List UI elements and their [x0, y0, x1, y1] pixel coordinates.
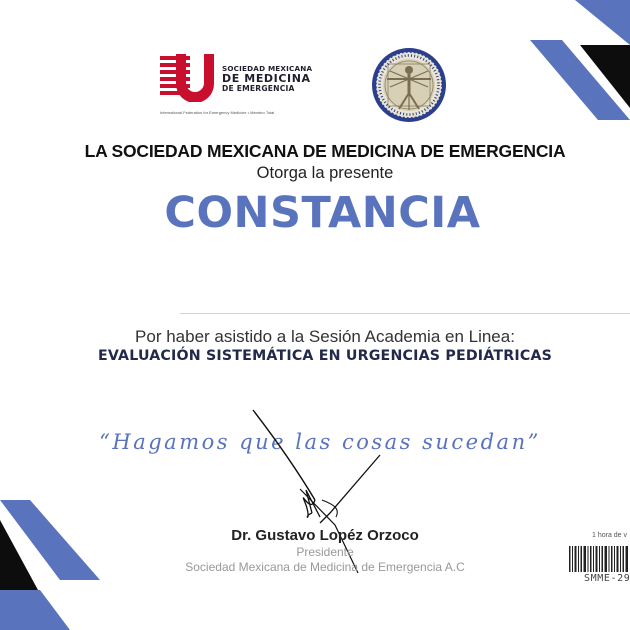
logo-footnote: International Federation for Emergency Medicine • Membro Total [160, 110, 275, 115]
vitruvian-seal-icon [371, 47, 447, 123]
folio-number: SMME-29 [584, 573, 630, 584]
divider [180, 313, 630, 314]
smme-logo-mark [160, 54, 216, 102]
smme-logo [160, 54, 320, 124]
logo-line-3: DE EMERGENCIA [222, 84, 295, 93]
signatory-name: Dr. Gustavo Lopéz Orzoco [231, 527, 419, 544]
issuing-organization: LA SOCIEDAD MEXICANA DE MEDICINA DE EMERGENCIA [84, 141, 566, 161]
signatory-organization: Sociedad Mexicana de Medicina de Emergencia A.C [185, 560, 465, 574]
certificate-title: CONSTANCIA [164, 188, 481, 238]
logo-line-1: SOCIEDAD MEXICANA [222, 64, 313, 73]
grants-text: Otorga la presente [256, 164, 394, 182]
duration-text: 1 hora de v [592, 532, 628, 539]
signatory-role: Presidente [296, 545, 354, 559]
decorative-corner-top-right [520, 0, 630, 130]
session-title: EVALUACIÓN SISTEMÁTICA EN URGENCIAS PEDIÁTRICAS [97, 348, 553, 364]
reason-text: Por haber asistido a la Sesión Academia en Linea: [135, 327, 515, 346]
smme-logo-text [222, 64, 312, 94]
barcode-icon [568, 546, 630, 572]
motto: “Hagamos que las cosas sucedan” [99, 430, 541, 454]
logo-line-2: DE MEDICINA [222, 72, 311, 85]
